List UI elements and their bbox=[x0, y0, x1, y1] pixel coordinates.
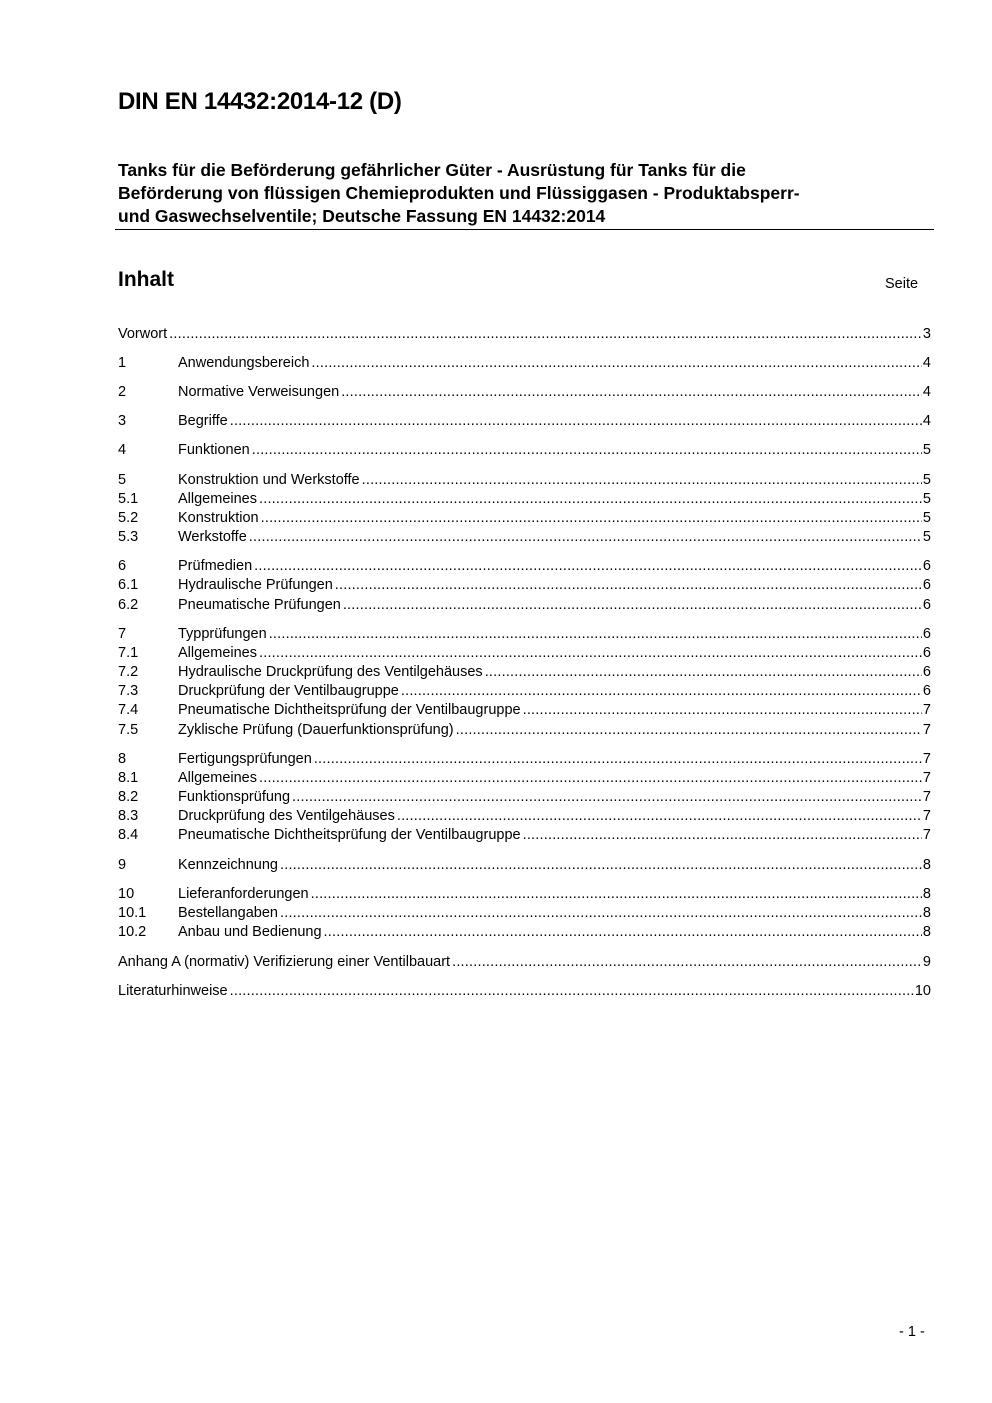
toc-entry[interactable] bbox=[118, 750, 931, 769]
toc-entry-label: Pneumatische Dichtheitsprüfung der Ventilbaugruppe bbox=[178, 702, 521, 718]
toc-entry-label: Zyklische Prüfung (Dauerfunktionsprüfung) bbox=[178, 722, 454, 738]
toc-entry-page: 7 bbox=[922, 751, 931, 767]
toc-entry[interactable] bbox=[118, 769, 931, 788]
toc-entry-page: 6 bbox=[922, 664, 931, 680]
toc-entry-number: 6 bbox=[118, 558, 127, 574]
toc-entry-page: 8 bbox=[922, 905, 931, 921]
toc-entry-page: 9 bbox=[922, 954, 931, 970]
toc-entry-label: Allgemeines bbox=[178, 645, 257, 661]
toc-entry[interactable] bbox=[118, 644, 931, 663]
toc-entry-label: Anhang A (normativ) Verifizierung einer Ventilbauart bbox=[118, 954, 451, 970]
toc-dot-leader bbox=[249, 528, 922, 547]
toc-entry-page: 7 bbox=[922, 702, 931, 718]
toc-entry[interactable] bbox=[118, 509, 931, 528]
toc-entry-page: 10 bbox=[914, 983, 931, 999]
title-divider bbox=[115, 229, 934, 230]
toc-entry-number: 3 bbox=[118, 413, 127, 429]
toc-entry[interactable] bbox=[118, 982, 931, 1001]
toc-entry-number: 7.2 bbox=[118, 664, 139, 680]
toc-entry-number: 8.1 bbox=[118, 770, 139, 786]
toc-entry[interactable] bbox=[118, 383, 931, 402]
toc-entry-number: 6.1 bbox=[118, 577, 139, 593]
toc-entry-label: Werkstoffe bbox=[178, 529, 247, 545]
toc-entry-label: Funktionsprüfung bbox=[178, 789, 291, 805]
toc-entry-page: 6 bbox=[922, 577, 931, 593]
toc-entry-label: Prüfmedien bbox=[178, 558, 253, 574]
toc-entry-label: Normative Verweisungen bbox=[178, 384, 340, 400]
toc-entry-number: 8.3 bbox=[118, 808, 139, 824]
toc-dot-leader bbox=[362, 471, 922, 490]
toc-entry-page: 8 bbox=[922, 886, 931, 902]
toc-entry-number: 7.1 bbox=[118, 645, 139, 661]
toc-entry-page: 6 bbox=[922, 626, 931, 642]
toc-entry-label: Druckprüfung der Ventilbaugruppe bbox=[178, 683, 399, 699]
toc-entry-number: 7.3 bbox=[118, 683, 139, 699]
toc-entry-label: Anwendungsbereich bbox=[178, 355, 310, 371]
page-number: - 1 - bbox=[899, 1324, 925, 1340]
toc-entry-page: 7 bbox=[922, 827, 931, 843]
toc-entry-page: 3 bbox=[922, 326, 931, 342]
toc-entry-number: 10.1 bbox=[118, 905, 147, 921]
toc-entry-page: 5 bbox=[922, 491, 931, 507]
toc-entry[interactable] bbox=[118, 325, 931, 344]
toc-dot-leader bbox=[341, 383, 922, 402]
toc-dot-leader bbox=[169, 325, 922, 344]
toc-dot-leader bbox=[523, 826, 922, 845]
toc-entry[interactable] bbox=[118, 441, 931, 460]
subtitle-line: Tanks für die Beförderung gefährlicher Güter - Ausrüstung für Tanks für die bbox=[118, 160, 746, 180]
toc-entry-number: 10 bbox=[118, 886, 135, 902]
toc-entry-label: Allgemeines bbox=[178, 491, 257, 507]
toc-dot-leader bbox=[259, 644, 922, 663]
toc-entry-label: Bestellangaben bbox=[178, 905, 278, 921]
toc-entry-label: Lieferanforderungen bbox=[178, 886, 309, 902]
toc-entry-number: 6.2 bbox=[118, 597, 139, 613]
toc-entry-number: 8.2 bbox=[118, 789, 139, 805]
toc-dot-leader bbox=[452, 953, 922, 972]
toc-entry[interactable] bbox=[118, 471, 931, 490]
toc-entry-label: Vorwort bbox=[118, 326, 168, 342]
toc-entry[interactable] bbox=[118, 923, 931, 942]
toc-entry[interactable] bbox=[118, 490, 931, 509]
toc-entry-page: 7 bbox=[922, 722, 931, 738]
toc-entry-label: Fertigungsprüfungen bbox=[178, 751, 312, 767]
toc-dot-leader bbox=[314, 750, 922, 769]
toc-entry-page: 4 bbox=[922, 355, 931, 371]
toc-entry[interactable] bbox=[118, 856, 931, 875]
toc-entry[interactable] bbox=[118, 625, 931, 644]
toc-dot-leader bbox=[343, 596, 922, 615]
toc-dot-leader bbox=[230, 412, 922, 431]
toc-dot-leader bbox=[269, 625, 922, 644]
toc-entry[interactable] bbox=[118, 904, 931, 923]
toc-entry-label: Funktionen bbox=[178, 442, 250, 458]
toc-entry-page: 5 bbox=[922, 442, 931, 458]
toc-entry-number: 2 bbox=[118, 384, 127, 400]
toc-entry-page: 4 bbox=[922, 413, 931, 429]
toc-entry[interactable] bbox=[118, 596, 931, 615]
toc-dot-leader bbox=[401, 682, 922, 701]
toc-heading: Inhalt bbox=[118, 268, 174, 291]
toc-entry-page: 8 bbox=[922, 857, 931, 873]
toc-entry-number: 8 bbox=[118, 751, 127, 767]
toc-entry[interactable] bbox=[118, 557, 931, 576]
toc-entry-page: 5 bbox=[922, 472, 931, 488]
toc-dot-leader bbox=[397, 807, 922, 826]
toc-dot-leader bbox=[485, 663, 922, 682]
toc-dot-leader bbox=[259, 769, 922, 788]
toc-dot-leader bbox=[252, 441, 922, 460]
toc-entry-label: Typprüfungen bbox=[178, 626, 267, 642]
toc-entry[interactable] bbox=[118, 528, 931, 547]
toc-dot-leader bbox=[324, 923, 922, 942]
toc-entry-number: 7 bbox=[118, 626, 127, 642]
toc-entry-page: 4 bbox=[922, 384, 931, 400]
toc-dot-leader bbox=[254, 557, 922, 576]
toc-dot-leader bbox=[311, 354, 922, 373]
toc-entry-number: 7.5 bbox=[118, 722, 139, 738]
toc-entry-label: Begriffe bbox=[178, 413, 228, 429]
toc-entry-label: Allgemeines bbox=[178, 770, 257, 786]
toc-entry[interactable] bbox=[118, 682, 931, 701]
toc-entry[interactable] bbox=[118, 576, 931, 595]
subtitle-line: Beförderung von flüssigen Chemieprodukten und Flüssiggasen - Produktabsperr- bbox=[118, 183, 800, 203]
toc-entry-page: 6 bbox=[922, 597, 931, 613]
toc-entry[interactable] bbox=[118, 412, 931, 431]
toc-entry-number: 5.1 bbox=[118, 491, 139, 507]
toc-entry-number: 8.4 bbox=[118, 827, 139, 843]
toc-entry[interactable] bbox=[118, 885, 931, 904]
toc-entry-number: 7.4 bbox=[118, 702, 139, 718]
toc-entry-label: Konstruktion und Werkstoffe bbox=[178, 472, 360, 488]
toc-entry-page: 7 bbox=[922, 770, 931, 786]
toc-entry-label: Literaturhinweise bbox=[118, 983, 228, 999]
toc-dot-leader bbox=[311, 885, 922, 904]
document-title: DIN EN 14432:2014-12 (D) bbox=[118, 88, 402, 115]
toc-entry-label: Konstruktion bbox=[178, 510, 259, 526]
toc-dot-leader bbox=[523, 701, 922, 720]
toc-entry-number: 5.3 bbox=[118, 529, 139, 545]
toc-entry[interactable] bbox=[118, 721, 931, 740]
toc-entry-label: Hydraulische Prüfungen bbox=[178, 577, 333, 593]
toc-entry-number: 1 bbox=[118, 355, 127, 371]
document-subtitle bbox=[118, 159, 918, 228]
toc-entry-number: 9 bbox=[118, 857, 127, 873]
toc-dot-leader bbox=[456, 721, 922, 740]
toc-entry-page: 8 bbox=[922, 924, 931, 940]
toc-entry-label: Anbau und Bedienung bbox=[178, 924, 322, 940]
toc-dot-leader bbox=[261, 509, 922, 528]
toc-entry-number: 4 bbox=[118, 442, 127, 458]
toc-entry-page: 6 bbox=[922, 683, 931, 699]
toc-dot-leader bbox=[280, 856, 922, 875]
toc-entry[interactable] bbox=[118, 701, 931, 720]
toc-entry-label: Kennzeichnung bbox=[178, 857, 278, 873]
toc-entry-number: 5 bbox=[118, 472, 127, 488]
toc-entry[interactable] bbox=[118, 788, 931, 807]
toc-entry-label: Pneumatische Dichtheitsprüfung der Ventilbaugruppe bbox=[178, 827, 521, 843]
toc-entry[interactable] bbox=[118, 354, 931, 373]
toc-entry-page: 7 bbox=[922, 789, 931, 805]
toc-dot-leader bbox=[292, 788, 922, 807]
toc-entry-page: 7 bbox=[922, 808, 931, 824]
toc-entry-number: 10.2 bbox=[118, 924, 147, 940]
toc-entry-label: Druckprüfung des Ventilgehäuses bbox=[178, 808, 395, 824]
toc-entry-label: Pneumatische Prüfungen bbox=[178, 597, 341, 613]
toc-entry-page: 5 bbox=[922, 529, 931, 545]
toc-dot-leader bbox=[335, 576, 922, 595]
toc-page-column-label: Seite bbox=[885, 276, 919, 292]
toc-dot-leader bbox=[280, 904, 922, 923]
subtitle-line: und Gaswechselventile; Deutsche Fassung EN 14432:2014 bbox=[118, 206, 606, 226]
toc-entry-number: 5.2 bbox=[118, 510, 139, 526]
toc-entry-page: 6 bbox=[922, 558, 931, 574]
toc-entry-label: Hydraulische Druckprüfung des Ventilgehäuses bbox=[178, 664, 483, 680]
toc-entry-page: 6 bbox=[922, 645, 931, 661]
toc-entry[interactable] bbox=[118, 826, 931, 845]
toc-entry[interactable] bbox=[118, 807, 931, 826]
toc-entry[interactable] bbox=[118, 953, 931, 972]
toc-entry-page: 5 bbox=[922, 510, 931, 526]
toc-dot-leader bbox=[230, 982, 914, 1001]
toc-entry[interactable] bbox=[118, 663, 931, 682]
toc-dot-leader bbox=[259, 490, 922, 509]
